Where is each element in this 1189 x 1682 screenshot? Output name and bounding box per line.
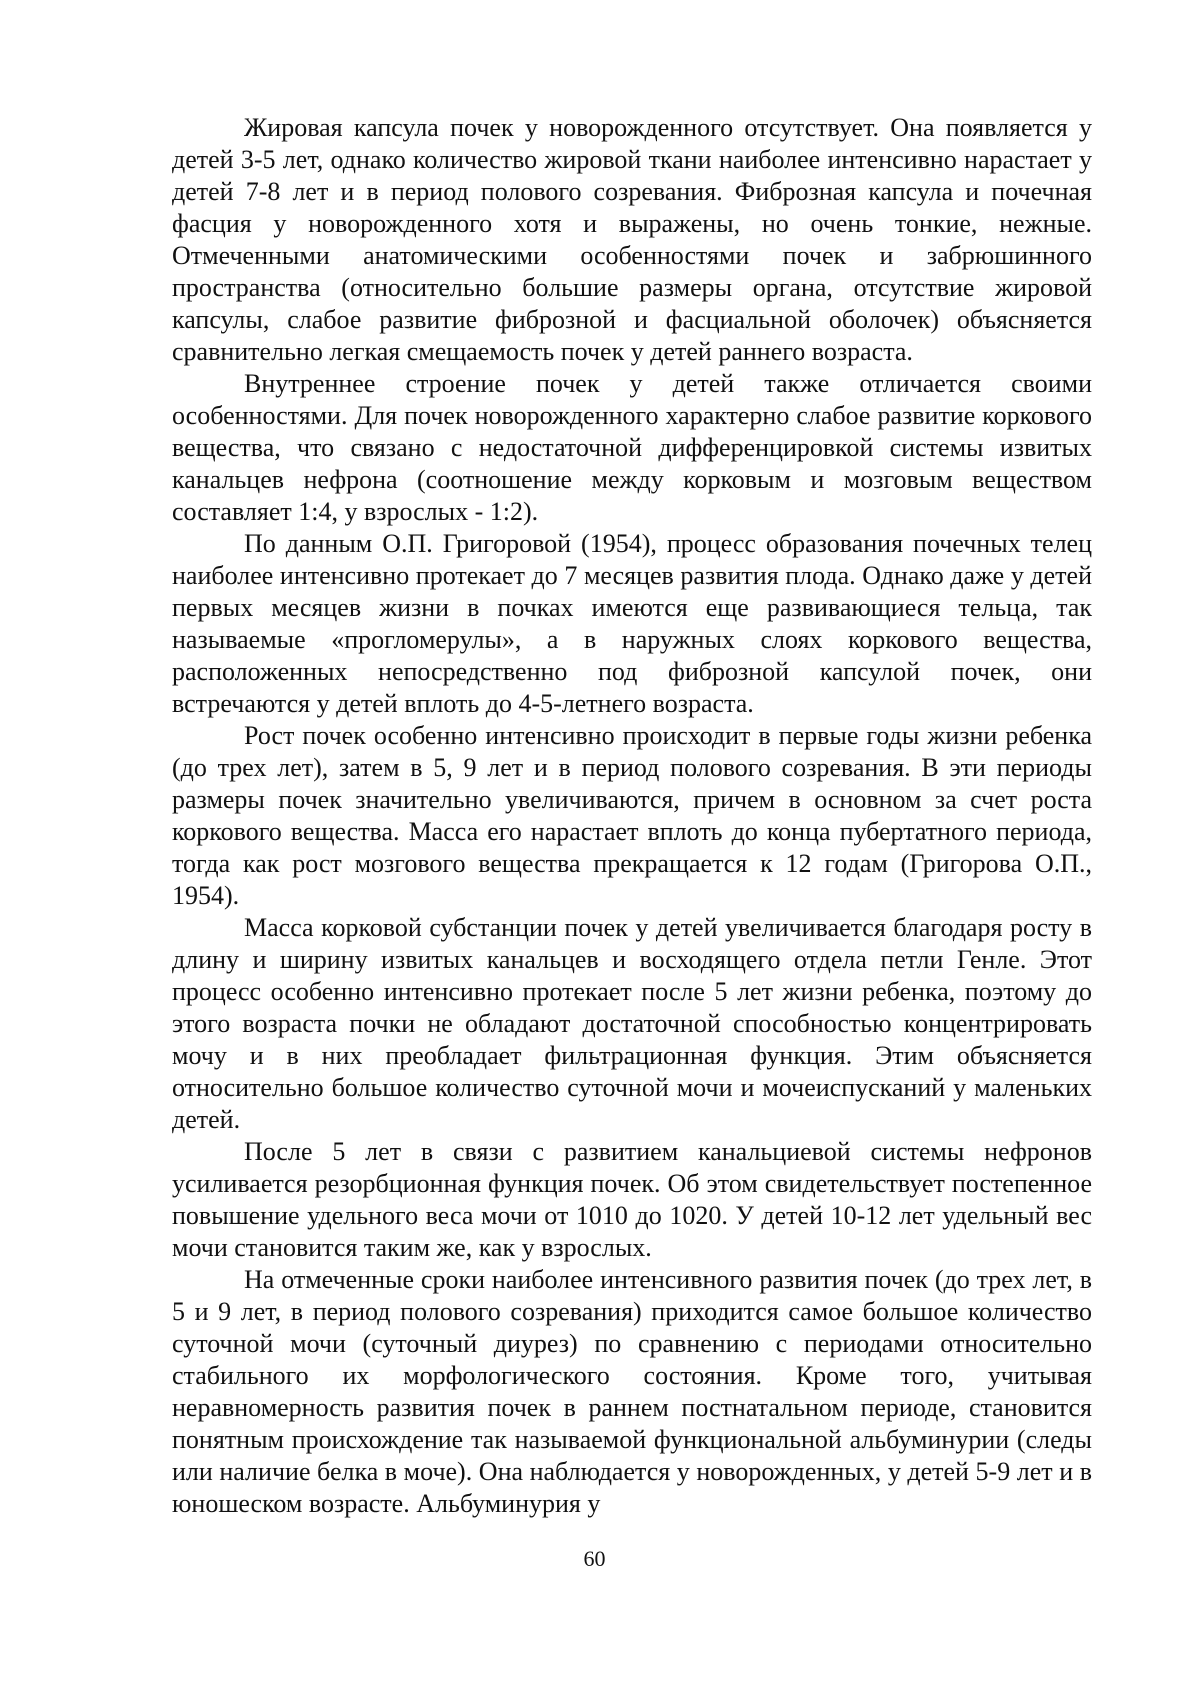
paragraph-fat-capsule: Жировая капсула почек у новорожденного отсутствует. Она появляется у детей 3-5 лет, однако количество жировой ткани наиболее интенсивно нарастает у детей 7-8 лет и в период полового созревания. Фиброзная капсула и почечная фасция у новорожденного хотя и выражены, но очень тонкие, нежные. Отмеченными анатомическими особенностями почек и забрюшинного пространства (относительно большие размеры органа, отсутствие жировой капсулы, слабое развитие фиброзной и фасциальной оболочек) объясняется сравнительно легкая смещаемость почек у детей раннего возраста. [172, 113, 1092, 366]
paragraph-albuminuria: На отмеченные сроки наиболее интенсивного развития почек (до трех лет, в 5 и 9 лет, в период полового созревания) приходится самое большое количество суточной мочи (суточный диурез) по сравнению с периодами относительно стабильного их морфологического состояния. Кроме того, учитывая неравномерность развития почек в раннем постнатальном периоде, становится понятным происхождение так называемой функциональной альбуминурии (следы или наличие белка в моче). Она наблюдается у новорожденных, у детей 5-9 лет и в юношеском возрасте. Альбуминурия у [172, 1265, 1092, 1518]
paragraph-cortical-mass: Масса корковой субстанции почек у детей увеличивается благодаря росту в длину и ширину извитых канальцев и восходящего отдела петли Генле. Этот процесс особенно интенсивно протекает после 5 лет жизни ребенка, поэтому до этого возраста почки не обладают достаточной способностью концентрировать мочу и в них преобладает фильтрационная функция. Этим объясняется относительно большое количество суточной мочи и мочеиспусканий у маленьких детей. [172, 913, 1092, 1134]
paragraph-resorption: После 5 лет в связи с развитием канальциевой системы нефронов усиливается резорбционная функция почек. Об этом свидетельствует постепенное повышение удельного веса мочи от 1010 до 1020. У детей 10-12 лет удельный вес мочи становится таким же, как у взрослых. [172, 1137, 1092, 1262]
paragraph-kidney-growth: Рост почек особенно интенсивно происходит в первые годы жизни ребенка (до трех лет), затем в 5, 9 лет и в период полового созревания. В эти периоды размеры почек значительно увеличиваются, причем в основном за счет роста коркового вещества. Масса его нарастает вплоть до конца пубертатного периода, тогда как рост мозгового вещества прекращается к 12 годам (Григорова О.П., 1954). [172, 721, 1092, 910]
page-number: 60 [583, 1546, 606, 1571]
paragraph-grigorova-data: По данным О.П. Григоровой (1954), процесс образования почечных телец наиболее интенсивно протекает до 7 месяцев развития плода. Однако даже у детей первых месяцев жизни в почках имеются еще развивающиеся тельца, так называемые «прогломерулы», а в наружных слоях коркового вещества, расположенных непосредственно под фиброзной капсулой почек, они встречаются у детей вплоть до 4-5-летнего возраста. [172, 529, 1092, 718]
body-text [172, 112, 1092, 1520]
paragraph-internal-structure: Внутреннее строение почек у детей также отличается своими особенностями. Для почек новорожденного характерно слабое развитие коркового вещества, что связано с недостаточной дифференцировкой системы извитых канальцев нефрона (соотношение между корковым и мозговым веществом составляет 1:4, у взрослых - 1:2). [172, 369, 1092, 526]
